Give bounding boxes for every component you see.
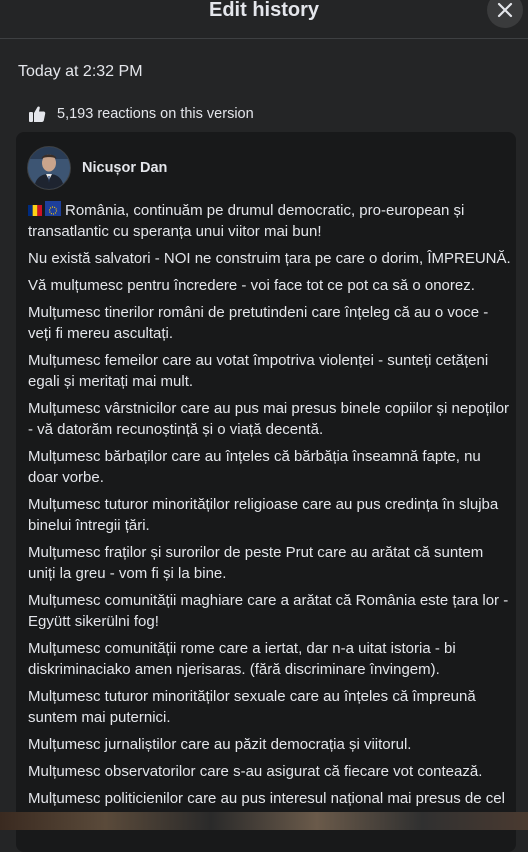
post-paragraph: Mulțumesc tuturor minorităților religioase care au pus credința în slujba binelui întregii țări. — [28, 496, 499, 534]
close-icon — [497, 2, 513, 18]
close-button[interactable] — [487, 0, 523, 28]
post-author-name[interactable]: Nicușor Dan — [82, 160, 168, 176]
background-page-strip — [0, 812, 528, 830]
post-paragraph: Mulțumesc tuturor minorităților sexuale care au înțeles că împreună suntem mai puternici. — [28, 688, 476, 726]
version-timestamp: Today at 2:32 PM — [18, 63, 143, 80]
post-paragraph: Nu există salvatori - NOI ne construim țara pe care o dorim, ÎMPREUNĂ. — [28, 250, 511, 267]
post-paragraph: Mulțumesc comunității maghiare care a arătat că România este țara lor - Együtt sikerülni fog! — [28, 592, 509, 630]
reactions-count-label: 5,193 reactions on this version — [57, 106, 254, 122]
eu-flag-icon — [45, 201, 61, 212]
dialog-header — [0, 0, 528, 39]
post-paragraph: Mulțumesc vârstnicilor care au pus mai presus binele copiilor și nepoților - vă datorăm recunoștință și o viață decentă. — [28, 400, 510, 438]
post-paragraph: Mulțumesc fraților și surorilor de peste Prut care au arătat că suntem uniți la greu - vom fi și la bine. — [28, 544, 484, 582]
reactions-summary[interactable] — [28, 104, 254, 124]
post-paragraph: Vă mulțumesc pentru încredere - voi face tot ce pot ca să o onorez. — [28, 277, 475, 294]
post-paragraph: România, continuăm pe drumul democratic, pro-european și transatlantic cu speranța unui viitor mai bun! — [28, 202, 465, 240]
post-card — [16, 132, 516, 852]
post-paragraph: Mulțumesc politicienilor care au pus interesul național mai presus de cel — [28, 790, 505, 807]
post-author-row — [27, 146, 167, 190]
post-paragraph: Mulțumesc bărbaților care au înțeles că bărbăția înseamnă fapte, nu doar vorbe. — [28, 448, 481, 486]
post-paragraph: Mulțumesc femeilor care au votat împotriva violenței - sunteți cetățeni egali și meritați mai mult. — [28, 352, 489, 390]
post-paragraph: Mulțumesc jurnaliștilor care au păzit democrația și viitorul. — [28, 736, 412, 753]
thumbs-up-icon — [28, 105, 46, 123]
post-paragraph: Mulțumesc tinerilor români de pretutindeni care înțeleg că au o voce - veți fi mereu ascultați. — [28, 304, 489, 342]
post-paragraph: Mulțumesc comunității rome care a iertat, dar n-a uitat istoria - bi diskriminaciako amen njerisaras. (fără discriminare învingem). — [28, 640, 456, 678]
dialog-title: Edit history — [208, 0, 319, 21]
post-paragraph: Mulțumesc observatorilor care s-au asigurat că fiecare vot contează. — [28, 763, 483, 780]
avatar[interactable] — [27, 146, 71, 190]
romania-flag-icon — [28, 201, 42, 212]
post-content — [28, 200, 512, 836]
